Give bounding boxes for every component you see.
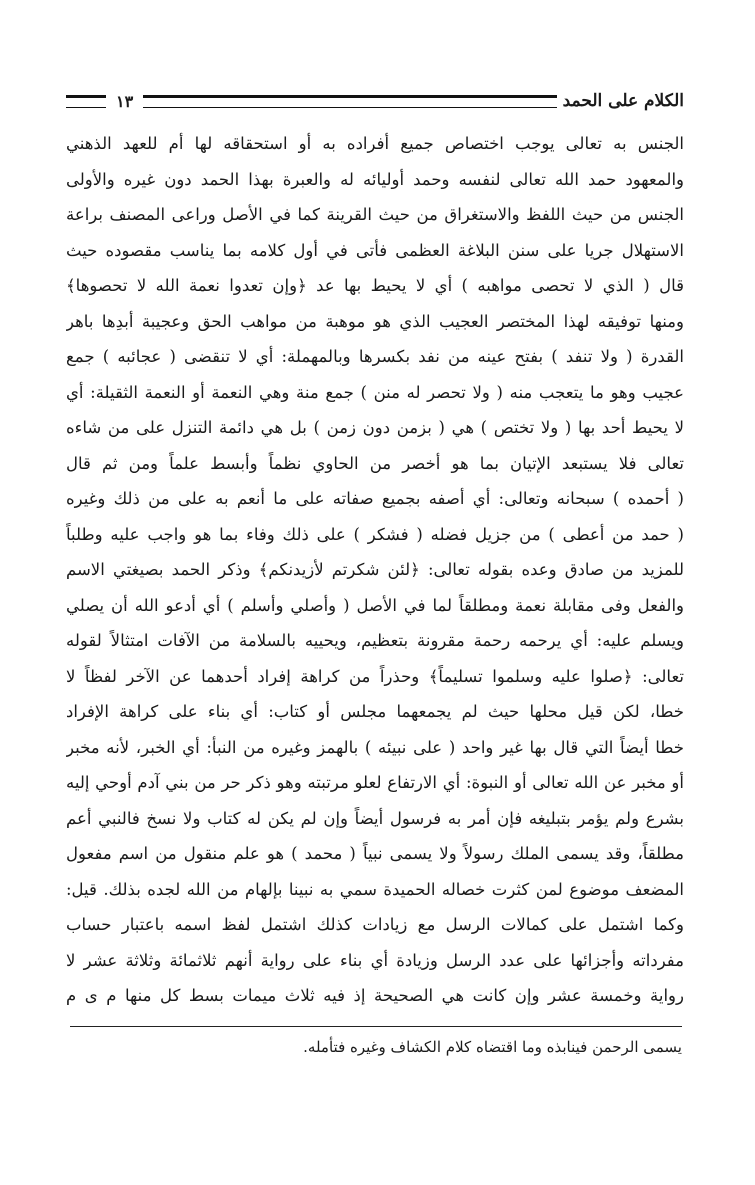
header-rule-short bbox=[66, 95, 106, 108]
text-line: للمزيد من صادق وعده بقوله تعالى: ﴿لئن شكرتم لأزيدنكم﴾ وذكر الحمد بصيغتي الاسم bbox=[66, 560, 684, 579]
text-line: المضعف موضوع لمن كثرت خصاله الحميدة سمي به نبينا بإلهام من الله لجده بذلك. قيل: bbox=[66, 879, 684, 899]
text-line: القدرة ( ولا تنفد ) بفتح عينه من نفد بكسرها وبالمهملة: أي لا تنقضى ( عجائبه ) جمع bbox=[66, 347, 684, 366]
page-header bbox=[66, 86, 684, 116]
text-line: قال ( الذي لا تحصى مواهبه ) أي لا يحيط بها عد ﴿وإن تعدوا نعمة الله لا تحصوها﴾ bbox=[66, 276, 684, 295]
page-number: ١٣ bbox=[116, 91, 134, 111]
main-text bbox=[66, 126, 684, 1014]
text-line: رواية وخمسة عشر وإن كانت هي الصحيحة إذ فيه ثلاث ميمات بسط كل منها م ى م bbox=[66, 986, 684, 1005]
text-line: مفرداته وأجزائها على عدد الرسل وزيادة أي بناء على رواية أنهم ثلاثمائة وثلاثة عشر لا bbox=[66, 950, 684, 970]
text-line: الجنس به تعالى يوجب اختصاص جميع أفراده به أو استحقاقه لها أم للعهد الذهني bbox=[66, 134, 684, 153]
header-rule bbox=[143, 95, 556, 108]
text-line: الجنس من حيث اللفظ والاستغراق من حيث القرينة كما في الأصل وراعى المصنف براعة bbox=[66, 205, 684, 224]
text-line: ( حمد من أعطى ) من جزيل فضله ( فشكر ) على ذلك وفاء بما هو واجب عليه وطلباً bbox=[66, 524, 684, 544]
text-line: وكما اشتمل على كمالات الرسل مع زيادات كذلك اشتمل لفظ اسمه باعتبار حساب bbox=[66, 915, 684, 934]
text-line: والمعهود حمد الله تعالى لنفسه وحمد أوليائه له والعبرة بهذا الحمد دون غيره والأولى bbox=[66, 169, 684, 189]
text-line: الاستهلال جريا على سنن البلاغة العظمى فأتى في أول كلامه بما يناسب مقصوده حيث bbox=[66, 240, 684, 260]
text-line: ومنها توفيقه لهذا المختصر العجيب الذي هو موهبة من مواهب الحق وعجيبة أبدِها باهر bbox=[66, 311, 684, 331]
running-title: الكلام على الحمد bbox=[562, 91, 684, 111]
text-line: ( أحمده ) سبحانه وتعالى: أي أصفه بجميع صفاته على ما أنعم به على من ذلك وغيره bbox=[66, 489, 684, 508]
text-line: لا يحيط أحد بها ( ولا تختص ) هي ( بزمن دون زمن ) بل هي دائمة التنزل على من شاءه bbox=[66, 418, 684, 437]
text-line: عجيب وهو ما يتعجب منه ( ولا تحصر له منن ) جمع منة وهي النعمة أو النعمة الثقيلة: أي bbox=[66, 382, 684, 402]
text-line: تعالى فلا يستبعد الإتيان بما هو أخصر من الحاوي نظماً وأبسط علماً ومن ثم قال bbox=[66, 453, 684, 473]
text-line: والفعل وفى مقابلة نعمة ومطلقاً لما في الأصل ( وأصلي وأسلم ) أي أدعو الله أن يصلي bbox=[66, 595, 684, 615]
footnote: يسمى الرحمن فينابذه وما اقتضاه كلام الكشاف وغيره فتأمله. bbox=[303, 1038, 682, 1056]
footnote-divider bbox=[70, 1026, 682, 1027]
text-line: خطا، لكن قيل محلها حيث لم يجمعهما مجلس أو كتاب: أي بناء على كراهة الإفراد bbox=[66, 702, 684, 721]
text-line: ويسلم عليه: أي يرحمه رحمة مقرونة بتعظيم، ويحييه بالسلامة من الآفات امتثالاً لقوله bbox=[66, 631, 684, 650]
text-line: مطلقاً، وقد يسمى الملك رسولاً ولا يسمى نبياً ( محمد ) هو علم منقول من اسم مفعول bbox=[66, 844, 684, 863]
text-line: خطا أيضاً التي قال بها غير واحد ( على نبيئه ) بالهمز وغيره من النبأ: أي الخبر، لأنه مخبر bbox=[66, 737, 684, 757]
text-line: تعالى: ﴿صلوا عليه وسلموا تسليماً﴾ وحذراً من كراهة إفراد أحدهما عن الآخر لفظاً لا bbox=[66, 666, 684, 686]
text-line: أو مخبر عن الله تعالى أو النبوة: أي الارتفاع لعلو مرتبته وهو ذكر حر من بني آدم أوحي إليه bbox=[66, 773, 684, 792]
text-line: بشرع ولم يؤمر بتبليغه فإن أمر به فرسول أيضاً وإن لم يكن له كتاب ولا نسخ فالنبي أعم bbox=[66, 808, 684, 828]
